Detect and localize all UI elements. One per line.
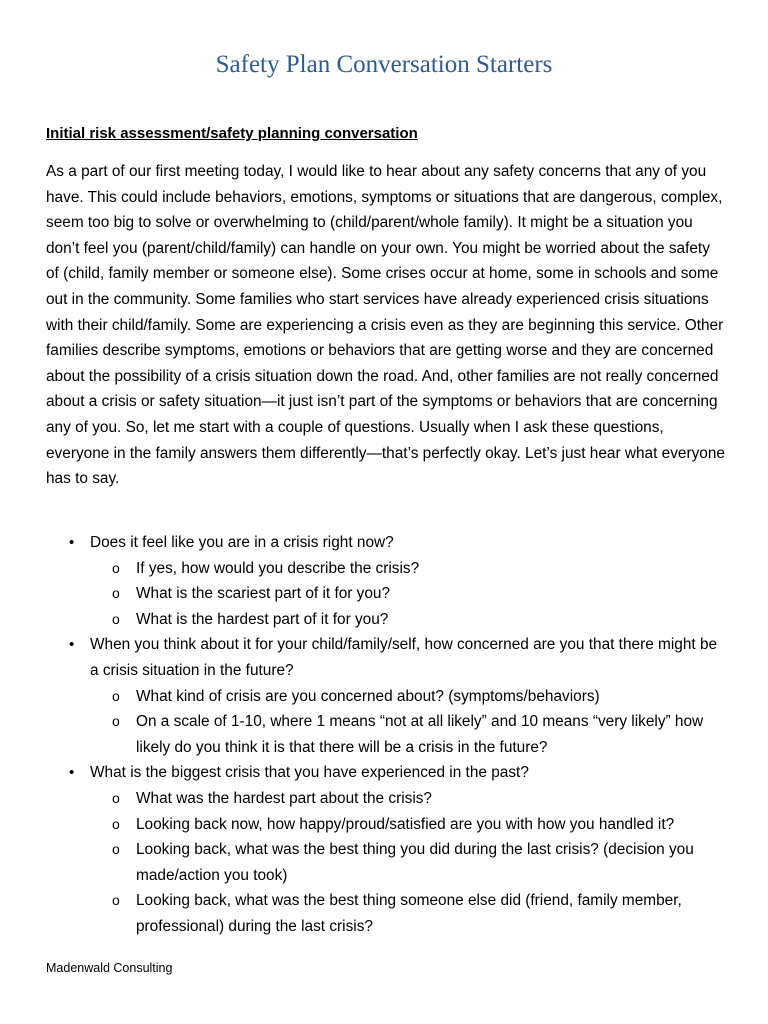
circle-bullet-icon: o (112, 687, 120, 704)
sub-question-text: On a scale of 1-10, where 1 means “not at all likely” and 10 means “very likely” how likely do you think it is that there will be a crisis in the future? (136, 713, 704, 756)
sub-question-list (90, 786, 726, 940)
sub-question-item (90, 812, 726, 838)
sub-question-item (90, 786, 726, 812)
sub-question-item (90, 581, 726, 607)
bullet-icon: • (69, 534, 75, 551)
circle-bullet-icon: o (112, 610, 120, 627)
sub-question-item (90, 684, 726, 710)
sub-question-item (90, 556, 726, 582)
intro-paragraph: As a part of our first meeting today, I would like to hear about any safety concerns that any of you have. This could include behaviors, emotions, symptoms or situations that are dangerous, complex, seem too big to solve or overwhelming to (child/parent/whole family). It might be a situation you don’t feel you (parent/child/family) can handle on your own. You might be worried about the safety of (child, family member or someone else). Some crises occur at home, some in schools and some out in the community. Some families who start services have already experienced crisis situations with their child/family. Some are experiencing a crisis even as they are beginning this service. Other families describe symptoms, emotions or behaviors that are getting worse and they are concerned about the possibility of a crisis situation down the road. And, other families are not really concerned about a crisis or safety situation—it just isn’t part of the symptoms or behaviors that are concerning any of you. So, let me start with a couple of questions. Usually when I ask these questions, everyone in the family answers them differently—that’s perfectly okay. Let’s just hear what everyone has to say. (46, 163, 725, 488)
sub-question-list (90, 684, 726, 761)
question-list (46, 530, 726, 940)
circle-bullet-icon: o (112, 789, 120, 806)
sub-question-item (90, 837, 726, 888)
circle-bullet-icon: o (112, 841, 120, 858)
question-item (46, 760, 726, 939)
sub-question-text: What was the hardest part about the crisis? (136, 789, 432, 807)
sub-question-item (90, 888, 726, 939)
page-title: Safety Plan Conversation Starters (215, 51, 553, 78)
sub-question-text: What is the scariest part of it for you? (136, 585, 391, 603)
bullet-icon: • (69, 636, 75, 654)
circle-bullet-icon: o (112, 559, 120, 576)
question-item (46, 530, 726, 632)
circle-bullet-icon: o (112, 585, 120, 602)
circle-bullet-icon: o (112, 815, 120, 832)
sub-question-item (90, 709, 726, 760)
sub-question-text: What is the hardest part of it for you? (136, 610, 389, 628)
sub-question-item (90, 607, 726, 633)
sub-question-list (90, 556, 726, 633)
section-heading: Initial risk assessment/safety planning conversation (46, 125, 418, 142)
circle-bullet-icon: o (112, 892, 120, 909)
sub-question-text: Looking back, what was the best thing you did during the last crisis? (decision you made/action you took) (136, 841, 694, 884)
question-text: When you think about it for your child/family/self, how concerned are you that there might be a crisis situation in the future? (90, 636, 718, 679)
question-text: Does it feel like you are in a crisis right now? (90, 534, 394, 551)
bullet-icon: • (69, 764, 75, 782)
sub-question-text: Looking back now, how happy/proud/satisfied are you with how you handled it? (136, 815, 675, 833)
footer-text: Madenwald Consulting (46, 961, 173, 975)
circle-bullet-icon: o (112, 713, 120, 730)
question-text: What is the biggest crisis that you have experienced in the past? (90, 764, 529, 782)
sub-question-text: What kind of crisis are you concerned about? (symptoms/behaviors) (136, 687, 600, 705)
sub-question-text: Looking back, what was the best thing someone else did (friend, family member, professional) during the last crisis? (136, 892, 682, 935)
sub-question-text: If yes, how would you describe the crisis? (136, 559, 420, 577)
question-item (46, 632, 726, 760)
